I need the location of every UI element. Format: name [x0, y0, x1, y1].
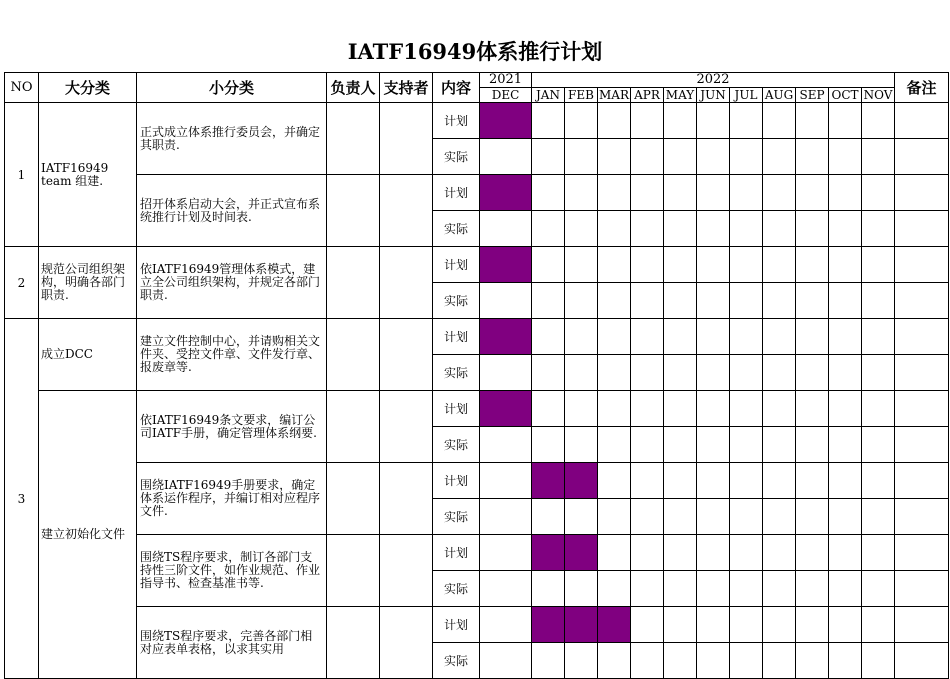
- schedule-cell: [763, 103, 796, 139]
- schedule-cell: [829, 427, 862, 463]
- schedule-cell: [664, 607, 697, 643]
- remark-cell: [895, 139, 949, 175]
- schedule-cell: [796, 211, 829, 247]
- schedule-cell: [664, 283, 697, 319]
- schedule-cell: [664, 535, 697, 571]
- schedule-cell: [697, 643, 730, 679]
- month-header-jul: JUL: [730, 88, 763, 103]
- actual-label: 实际: [433, 427, 480, 463]
- schedule-cell: [598, 643, 631, 679]
- schedule-cell: [862, 247, 895, 283]
- schedule-cell: [862, 175, 895, 211]
- schedule-cell-filled: [532, 535, 565, 571]
- schedule-cell: [532, 499, 565, 535]
- schedule-cell: [763, 139, 796, 175]
- schedule-cell: [598, 175, 631, 211]
- schedule-cell: [730, 571, 763, 607]
- schedule-cell: [829, 571, 862, 607]
- header-supporter: 支持者: [380, 73, 433, 103]
- schedule-cell: [664, 247, 697, 283]
- plan-label: 计划: [433, 391, 480, 427]
- owner-cell: [327, 463, 380, 535]
- owner-cell: [327, 175, 380, 247]
- remark-cell: [895, 499, 949, 535]
- schedule-cell: [480, 355, 532, 391]
- schedule-cell: [664, 427, 697, 463]
- plan-label: 计划: [433, 319, 480, 355]
- schedule-cell-filled: [480, 391, 532, 427]
- schedule-cell: [763, 283, 796, 319]
- schedule-cell-filled: [598, 607, 631, 643]
- schedule-cell: [730, 463, 763, 499]
- category-cell: 规范公司组织架构，明确各部门职责.: [39, 247, 137, 319]
- owner-cell: [327, 607, 380, 679]
- actual-label: 实际: [433, 355, 480, 391]
- schedule-cell: [862, 211, 895, 247]
- schedule-cell: [763, 427, 796, 463]
- schedule-cell: [829, 319, 862, 355]
- schedule-cell: [480, 211, 532, 247]
- table-row: [5, 103, 949, 139]
- actual-label: 实际: [433, 571, 480, 607]
- schedule-cell: [730, 319, 763, 355]
- schedule-cell: [565, 175, 598, 211]
- schedule-cell: [532, 427, 565, 463]
- remark-cell: [895, 175, 949, 211]
- schedule-cell: [664, 571, 697, 607]
- plan-label: 计划: [433, 247, 480, 283]
- remark-cell: [895, 247, 949, 283]
- schedule-cell: [697, 175, 730, 211]
- table-row: [5, 391, 949, 427]
- schedule-cell-filled: [532, 463, 565, 499]
- schedule-cell: [796, 319, 829, 355]
- schedule-cell: [796, 607, 829, 643]
- owner-cell: [327, 391, 380, 463]
- schedule-cell: [862, 607, 895, 643]
- schedule-cell: [730, 247, 763, 283]
- schedule-cell: [829, 283, 862, 319]
- schedule-cell: [664, 499, 697, 535]
- header-subcategory: 小分类: [137, 73, 327, 103]
- schedule-cell: [565, 499, 598, 535]
- table-row: [5, 535, 949, 571]
- schedule-cell: [829, 607, 862, 643]
- category-cell: 成立DCC: [39, 319, 137, 391]
- schedule-cell: [631, 499, 664, 535]
- schedule-cell: [796, 355, 829, 391]
- schedule-cell: [532, 571, 565, 607]
- schedule-cell: [862, 355, 895, 391]
- schedule-cell: [664, 643, 697, 679]
- schedule-cell: [697, 211, 730, 247]
- schedule-cell: [631, 535, 664, 571]
- header-no: NO: [5, 73, 39, 103]
- schedule-cell-filled: [480, 175, 532, 211]
- month-header-feb: FEB: [565, 88, 598, 103]
- schedule-cell: [829, 535, 862, 571]
- schedule-cell: [598, 571, 631, 607]
- schedule-cell: [631, 211, 664, 247]
- schedule-cell-filled: [532, 607, 565, 643]
- schedule-cell-filled: [565, 463, 598, 499]
- schedule-cell: [631, 643, 664, 679]
- schedule-cell: [480, 571, 532, 607]
- schedule-cell: [697, 391, 730, 427]
- schedule-cell: [664, 355, 697, 391]
- header-category: 大分类: [39, 73, 137, 103]
- schedule-cell: [697, 283, 730, 319]
- schedule-cell: [664, 103, 697, 139]
- table-row: [5, 247, 949, 283]
- schedule-cell-filled: [565, 607, 598, 643]
- plan-label: 计划: [433, 463, 480, 499]
- schedule-cell: [697, 427, 730, 463]
- subcategory-cell: 依IATF16949管理体系模式，建立全公司组织架构，并规定各部门职责.: [137, 247, 327, 319]
- month-header-sep: SEP: [796, 88, 829, 103]
- schedule-cell: [598, 499, 631, 535]
- schedule-cell: [532, 139, 565, 175]
- schedule-cell: [862, 283, 895, 319]
- schedule-cell: [730, 607, 763, 643]
- schedule-cell: [664, 211, 697, 247]
- schedule-cell: [796, 139, 829, 175]
- header-year-2021: 2021: [480, 73, 532, 88]
- category-cell: IATF16949 team 组建.: [39, 103, 137, 247]
- schedule-cell: [697, 355, 730, 391]
- schedule-cell: [631, 463, 664, 499]
- schedule-cell: [796, 175, 829, 211]
- schedule-cell: [697, 607, 730, 643]
- remark-cell: [895, 535, 949, 571]
- schedule-cell: [565, 571, 598, 607]
- schedule-cell: [532, 283, 565, 319]
- schedule-cell: [730, 427, 763, 463]
- plan-label: 计划: [433, 103, 480, 139]
- schedule-cell: [730, 391, 763, 427]
- schedule-cell: [796, 535, 829, 571]
- schedule-cell: [829, 463, 862, 499]
- schedule-cell: [763, 247, 796, 283]
- schedule-cell: [480, 463, 532, 499]
- schedule-cell: [480, 283, 532, 319]
- schedule-cell: [565, 283, 598, 319]
- header-year-2022: 2022: [532, 73, 895, 88]
- schedule-cell: [631, 607, 664, 643]
- schedule-cell: [796, 283, 829, 319]
- schedule-cell: [862, 391, 895, 427]
- schedule-cell: [796, 103, 829, 139]
- schedule-cell: [631, 103, 664, 139]
- schedule-cell: [598, 319, 631, 355]
- supporter-cell: [380, 175, 433, 247]
- schedule-cell: [829, 355, 862, 391]
- schedule-cell: [631, 247, 664, 283]
- supporter-cell: [380, 535, 433, 607]
- schedule-cell-filled: [565, 535, 598, 571]
- schedule-cell: [480, 427, 532, 463]
- schedule-cell: [730, 499, 763, 535]
- schedule-cell: [565, 355, 598, 391]
- schedule-cell: [480, 643, 532, 679]
- actual-label: 实际: [433, 211, 480, 247]
- plan-table: [4, 72, 949, 679]
- schedule-cell: [697, 319, 730, 355]
- remark-cell: [895, 355, 949, 391]
- schedule-cell: [631, 319, 664, 355]
- schedule-cell: [631, 355, 664, 391]
- remark-cell: [895, 211, 949, 247]
- supporter-cell: [380, 463, 433, 535]
- schedule-cell: [598, 535, 631, 571]
- schedule-cell: [730, 643, 763, 679]
- schedule-cell: [532, 355, 565, 391]
- schedule-cell: [598, 283, 631, 319]
- plan-label: 计划: [433, 175, 480, 211]
- header-content: 内容: [433, 73, 480, 103]
- schedule-cell: [829, 211, 862, 247]
- schedule-cell: [532, 319, 565, 355]
- schedule-cell: [697, 247, 730, 283]
- schedule-cell: [763, 355, 796, 391]
- remark-cell: [895, 283, 949, 319]
- schedule-cell: [565, 211, 598, 247]
- schedule-cell: [631, 391, 664, 427]
- schedule-cell: [862, 499, 895, 535]
- schedule-cell: [862, 463, 895, 499]
- actual-label: 实际: [433, 643, 480, 679]
- schedule-cell: [829, 391, 862, 427]
- schedule-cell: [796, 499, 829, 535]
- schedule-cell: [532, 175, 565, 211]
- subcategory-cell: 围绕TS程序要求，制订各部门支持性三阶文件，如作业规范、作业指导书、检查基准书等.: [137, 535, 327, 607]
- schedule-cell: [730, 103, 763, 139]
- schedule-cell: [598, 427, 631, 463]
- schedule-cell-filled: [480, 247, 532, 283]
- schedule-cell: [730, 211, 763, 247]
- schedule-cell: [697, 463, 730, 499]
- schedule-cell: [730, 175, 763, 211]
- schedule-cell: [730, 355, 763, 391]
- month-header-apr: APR: [631, 88, 664, 103]
- schedule-cell: [598, 463, 631, 499]
- schedule-cell: [565, 319, 598, 355]
- remark-cell: [895, 607, 949, 643]
- schedule-cell: [565, 427, 598, 463]
- actual-label: 实际: [433, 499, 480, 535]
- schedule-cell: [763, 175, 796, 211]
- category-cell: 建立初始化文件: [39, 391, 137, 679]
- schedule-cell: [862, 139, 895, 175]
- schedule-cell: [730, 283, 763, 319]
- schedule-cell: [796, 463, 829, 499]
- schedule-cell-filled: [480, 103, 532, 139]
- supporter-cell: [380, 319, 433, 391]
- schedule-cell: [480, 535, 532, 571]
- table-row: [5, 607, 949, 643]
- supporter-cell: [380, 103, 433, 175]
- schedule-cell: [532, 247, 565, 283]
- subcategory-cell: 正式成立体系推行委员会，并确定其职责.: [137, 103, 327, 175]
- supporter-cell: [380, 607, 433, 679]
- month-header-may: MAY: [664, 88, 697, 103]
- remark-cell: [895, 643, 949, 679]
- schedule-cell: [598, 247, 631, 283]
- table-row: [5, 319, 949, 355]
- schedule-cell: [598, 211, 631, 247]
- schedule-cell: [532, 643, 565, 679]
- month-header-dec: DEC: [480, 88, 532, 103]
- schedule-cell: [796, 391, 829, 427]
- row-number: 2: [5, 247, 39, 319]
- schedule-cell: [565, 139, 598, 175]
- schedule-cell: [480, 607, 532, 643]
- subcategory-cell: 建立文件控制中心，并请购相关文件夹、受控文件章、文件发行章、报废章等.: [137, 319, 327, 391]
- subcategory-cell: 围绕IATF16949手册要求，确定体系运作程序，并编订相对应程序文件.: [137, 463, 327, 535]
- schedule-cell: [763, 319, 796, 355]
- schedule-cell: [697, 103, 730, 139]
- schedule-cell: [796, 571, 829, 607]
- schedule-cell: [862, 535, 895, 571]
- supporter-cell: [380, 391, 433, 463]
- plan-label: 计划: [433, 607, 480, 643]
- schedule-cell: [664, 139, 697, 175]
- remark-cell: [895, 463, 949, 499]
- schedule-cell: [631, 139, 664, 175]
- schedule-cell: [565, 643, 598, 679]
- schedule-cell: [697, 139, 730, 175]
- supporter-cell: [380, 247, 433, 319]
- schedule-cell: [565, 391, 598, 427]
- schedule-cell: [829, 499, 862, 535]
- schedule-cell: [763, 391, 796, 427]
- schedule-cell: [763, 535, 796, 571]
- remark-cell: [895, 427, 949, 463]
- plan-label: 计划: [433, 535, 480, 571]
- schedule-cell: [664, 175, 697, 211]
- schedule-cell: [598, 139, 631, 175]
- schedule-cell: [763, 643, 796, 679]
- schedule-cell: [598, 103, 631, 139]
- actual-label: 实际: [433, 139, 480, 175]
- schedule-cell: [796, 247, 829, 283]
- remark-cell: [895, 391, 949, 427]
- schedule-cell: [532, 211, 565, 247]
- schedule-cell: [862, 103, 895, 139]
- schedule-cell: [829, 103, 862, 139]
- schedule-cell: [598, 355, 631, 391]
- schedule-cell: [480, 139, 532, 175]
- month-header-mar: MAR: [599, 88, 629, 102]
- schedule-cell: [664, 391, 697, 427]
- schedule-cell: [862, 643, 895, 679]
- schedule-cell: [862, 319, 895, 355]
- schedule-cell: [763, 607, 796, 643]
- schedule-cell: [697, 571, 730, 607]
- header-remark: 备注: [895, 73, 949, 103]
- schedule-cell: [763, 211, 796, 247]
- row-number: 3: [5, 319, 39, 679]
- schedule-cell: [565, 247, 598, 283]
- owner-cell: [327, 103, 380, 175]
- schedule-cell: [565, 103, 598, 139]
- schedule-cell: [631, 283, 664, 319]
- schedule-cell: [631, 571, 664, 607]
- schedule-cell: [697, 535, 730, 571]
- schedule-cell: [664, 463, 697, 499]
- schedule-cell: [697, 499, 730, 535]
- schedule-cell: [730, 139, 763, 175]
- subcategory-cell: 围绕TS程序要求，完善各部门相对应表单表格，以求其实用: [137, 607, 327, 679]
- month-header-jan: JAN: [532, 88, 565, 103]
- month-header-aug: AUG: [763, 88, 796, 103]
- owner-cell: [327, 319, 380, 391]
- schedule-cell: [631, 175, 664, 211]
- schedule-cell-filled: [480, 319, 532, 355]
- remark-cell: [895, 319, 949, 355]
- schedule-cell: [829, 139, 862, 175]
- schedule-cell: [730, 535, 763, 571]
- owner-cell: [327, 535, 380, 607]
- schedule-cell: [598, 391, 631, 427]
- schedule-cell: [532, 391, 565, 427]
- schedule-cell: [862, 571, 895, 607]
- subcategory-cell: 依IATF16949条文要求，编订公司IATF手册，确定管理体系纲要.: [137, 391, 327, 463]
- schedule-cell: [763, 463, 796, 499]
- remark-cell: [895, 103, 949, 139]
- month-header-jun: JUN: [697, 88, 730, 103]
- actual-label: 实际: [433, 283, 480, 319]
- schedule-cell: [763, 571, 796, 607]
- table-row: [5, 463, 949, 499]
- page-title: IATF16949体系推行计划: [347, 39, 603, 64]
- schedule-cell: [862, 427, 895, 463]
- subcategory-cell: 招开体系启动大会，并正式宣布系统推行计划及时间表.: [137, 175, 327, 247]
- schedule-cell: [532, 103, 565, 139]
- table-row: [5, 175, 949, 211]
- schedule-cell: [763, 499, 796, 535]
- schedule-cell: [664, 319, 697, 355]
- schedule-cell: [829, 643, 862, 679]
- schedule-cell: [480, 499, 532, 535]
- header-owner: 负责人: [327, 73, 380, 103]
- schedule-cell: [796, 643, 829, 679]
- owner-cell: [327, 247, 380, 319]
- schedule-cell: [796, 427, 829, 463]
- month-header-nov: NOV: [862, 88, 895, 103]
- schedule-cell: [829, 247, 862, 283]
- schedule-cell: [829, 175, 862, 211]
- schedule-cell: [631, 427, 664, 463]
- month-header-oct: OCT: [829, 88, 862, 103]
- row-number: 1: [5, 103, 39, 247]
- remark-cell: [895, 571, 949, 607]
